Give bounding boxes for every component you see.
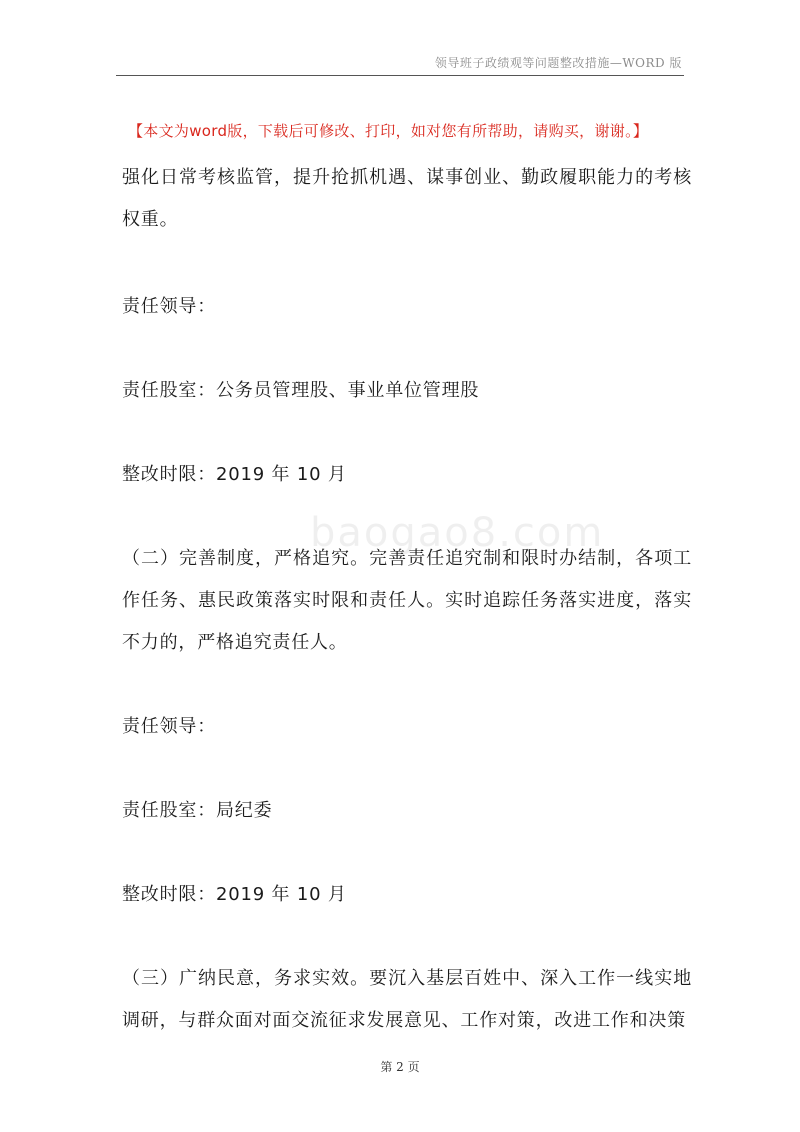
rectification-deadline: 整改时限：2019 年 10 月: [122, 464, 347, 485]
paragraph-section-2: （二）完善制度，严格追究。完善责任追究制和限时办结制，各项工作任务、惠民政策落实时限和责任人。实时追踪任务落实进度，落实不力的，严格追究责任人。: [122, 548, 692, 653]
page-prefix: 第: [380, 1060, 393, 1074]
responsible-department-2: 责任股室：局纪委: [122, 800, 273, 821]
running-header: 领导班子政绩观等问题整改措施—WORD 版: [434, 56, 682, 70]
header-rule: [116, 75, 684, 76]
page-number: 2: [396, 1060, 404, 1074]
responsible-leader-label: 责任领导：: [122, 296, 216, 317]
purchase-notice: 【本文为word版，下载后可修改、打印，如对您有所帮助，请购买，谢谢。】: [128, 122, 649, 140]
page-suffix: 页: [407, 1060, 420, 1074]
watermark: baogao8.com: [310, 510, 605, 556]
paragraph-section-3: （三）广纳民意，务求实效。要沉入基层百姓中、深入工作一线实地调研，与群众面对面交流征求发展意见、工作对策，改进工作和决策: [122, 968, 692, 1031]
page-footer: [0, 1058, 800, 1075]
paragraph-assessment: 强化日常考核监管，提升抢抓机遇、谋事创业、勤政履职能力的考核权重。: [122, 167, 692, 230]
responsible-department: 责任股室：公务员管理股、事业单位管理股: [122, 380, 480, 401]
responsible-leader-label-2: 责任领导：: [122, 716, 216, 737]
rectification-deadline-2: 整改时限：2019 年 10 月: [122, 884, 347, 905]
